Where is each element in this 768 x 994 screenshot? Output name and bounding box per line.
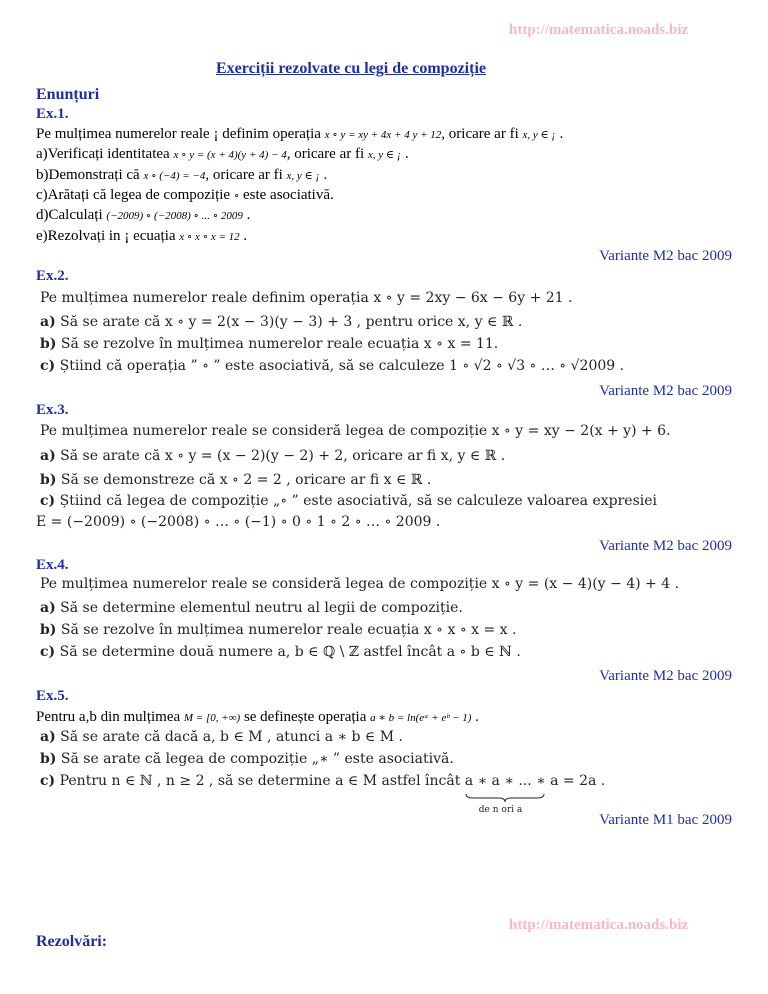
ex1-a-formula: x ∘ y = (x + 4)(y + 4) − 4 [173,149,287,161]
ex3-b-text: Să se demonstreze că x ∘ 2 = 2 , oricare ar fi x ∈ ℝ . [60,472,432,488]
section-enunturi: Enunțuri [36,86,100,103]
ex2-source: Variante M2 bac 2009 [599,383,732,399]
watermark-bottom: http://matematica.noads.biz [509,917,689,933]
ex1-c [36,187,334,204]
ex1-c-text2: este asociativă. [242,187,334,203]
ex3-c-label: c) [40,493,56,509]
ex1-b-quantifier: x, y ∈ ¡ [286,170,320,182]
ex4-label: Ex.4. [36,557,69,573]
ex5-set-M: M = [0, +∞) [183,712,241,724]
ex3-intro: Pe mulțimea numerelor reale se consideră legea de compoziție x ∘ y = xy − 2(x + y) + 6. [40,423,671,439]
ex2-c-label: c) [40,358,56,374]
ex5-intro-end: . [475,709,479,725]
ex2-a-text: Să se arate că x ∘ y = 2(x − 3)(y − 3) + 3 , pentru orice x, y ∈ ℝ . [60,314,523,330]
ex3-c-text: Știind că legea de compoziție „∘ ” este asociativă, să se calculeze valoarea expresiei [59,493,657,509]
ex5-a-label: a) [40,729,56,745]
ex1-a [36,146,409,163]
ex5-label: Ex.5. [36,688,69,704]
ex1-b [36,167,327,184]
ex5-b [40,751,454,767]
ex1-d-formula: (−2009) ∘ (−2008) ∘ ... ∘ 2009 [106,210,243,222]
ex1-b-end: . [323,167,328,183]
ex5-intro-text2: se definește operația [243,709,367,725]
ex2-a-label: a) [40,314,56,330]
ex5-intro-text: Pentru a,b din mulțimea [36,709,181,725]
ex4-a-label: a) [40,600,56,616]
ex1-c-text: c)Arătați că legea de compoziție [36,187,231,203]
ex2-c [40,358,624,374]
ex5-b-text: Să se arate că legea de compoziție „∗ ” este asociativă. [60,751,454,767]
ex4-c-label: c) [40,644,56,660]
ex5-c-formula-text: a ∗ a ∗ ... ∗ a = 2a . [464,773,606,789]
ex5-source: Variante M1 bac 2009 [599,812,732,828]
ex1-line1 [36,126,563,143]
page-title: Exerciții rezolvate cu legi de compoziție [216,60,486,77]
ex1-a-text2: , oricare ar fi [286,146,365,162]
ex2-label: Ex.2. [36,268,69,284]
ex2-intro: Pe mulțimea numerelor reale definim operația x ∘ y = 2xy − 6x − 6y + 21 . [40,290,573,306]
ex4-c-text: Să se determine două numere a, b ∈ ℚ \ ℤ astfel încât a ∘ b ∈ ℕ . [59,644,521,660]
ex2-b-text: Să se rezolve în mulțimea numerelor reale ecuația x ∘ x = 11. [60,336,499,352]
ex1-e [36,228,247,245]
ex3-a-text: Să se arate că x ∘ y = (x − 2)(y − 2) + 2, oricare ar fi x, y ∈ ℝ . [60,448,506,464]
ex4-c [40,644,521,660]
ex1-operation-formula: x ∘ y = xy + 4x + 4 y + 12 [324,129,442,141]
ex4-b-text: Să se rezolve în mulțimea numerelor reale ecuația x ∘ x ∘ x = x . [60,622,517,638]
ex1-e-formula: x ∘ x ∘ x = 12 [179,231,240,243]
ex1-source: Variante M2 bac 2009 [599,248,732,264]
ex4-b [40,622,516,638]
section-rezolvari: Rezolvări: [36,933,108,950]
underbrace-icon [465,793,545,803]
ex1-b-text: b)Demonstrați că [36,167,140,183]
ex1-e-text2: ecuația [133,228,176,244]
ex2-a [40,314,522,330]
ex1-line1-text: Pe mulțimea numerelor reale [36,126,210,142]
ex5-operation-formula: a ∗ b = ln(eᵃ + eᵇ − 1) [370,712,472,724]
ex5-c-label: c) [40,773,56,789]
real-set-symbol: ¡ [213,126,219,142]
ex1-a-end: . [404,146,409,162]
ex5-c-brace-label: de n ori a [478,805,523,815]
ex1-line1-text3: , oricare ar fi [441,126,519,142]
ex5-b-label: b) [40,751,57,767]
ex3-a-label: a) [40,448,56,464]
ex1-d-text: d)Calculați [36,207,103,223]
ex5-c-formula [464,773,606,815]
ex1-d [36,207,250,224]
ex1-e-symbol: ¡ [124,228,130,244]
ex2-b-label: b) [40,336,57,352]
ex1-b-text2: , oricare ar fi [205,167,283,183]
ex4-intro: Pe mulțimea numerelor reale se consideră legea de compoziție x ∘ y = (x − 4)(y − 4) + 4 . [40,576,680,592]
ex1-a-text: a)Verificați identitatea [36,146,170,162]
ex5-intro [36,709,479,726]
ex1-b-formula: x ∘ (−4) = −4 [143,170,206,182]
ex2-b [40,336,498,352]
ex1-label: Ex.1. [36,106,69,122]
ex3-expression: E = (−2009) ∘ (−2008) ∘ … ∘ (−1) ∘ 0 ∘ 1 ∘ 2 ∘ … ∘ 2009 . [36,514,441,530]
ex3-label: Ex.3. [36,402,69,418]
ex3-b [40,472,431,488]
ex1-a-quantifier: x, y ∈ ¡ [367,149,402,161]
ex1-line1-end: . [559,126,564,142]
ex4-b-label: b) [40,622,57,638]
ex1-e-text: e)Rezolvați in [36,228,121,244]
ex5-c [40,773,606,815]
ex5-c-text: Pentru n ∈ ℕ , n ≥ 2 , să se determine a ∈ M astfel încât [59,773,461,789]
ex3-source: Variante M2 bac 2009 [599,538,732,554]
watermark-top: http://matematica.noads.biz [509,22,689,38]
ex1-e-end: . [243,228,248,244]
ex1-d-end: . [246,207,251,223]
ex3-c [40,493,657,509]
ex4-a-text: Să se determine elementul neutru al legii de compoziție. [60,600,463,616]
ex2-c-text: Știind că operația ” ∘ ” este asociativă, să se calculeze 1 ∘ √2 ∘ √3 ∘ … ∘ √2009 . [59,358,625,374]
ex5-a [40,729,403,745]
ex3-b-label: b) [40,472,57,488]
ex5-a-text: Să se arate că dacă a, b ∈ M , atunci a ∗ b ∈ M . [60,729,403,745]
ex3-a [40,448,505,464]
ex4-a [40,600,463,616]
ex4-source: Variante M2 bac 2009 [599,668,732,684]
ex1-line1-text2: definim operația [222,126,321,142]
ex1-quantifier: x, y ∈ ¡ [522,129,556,141]
ex1-c-symbol: ∘ [233,190,240,202]
